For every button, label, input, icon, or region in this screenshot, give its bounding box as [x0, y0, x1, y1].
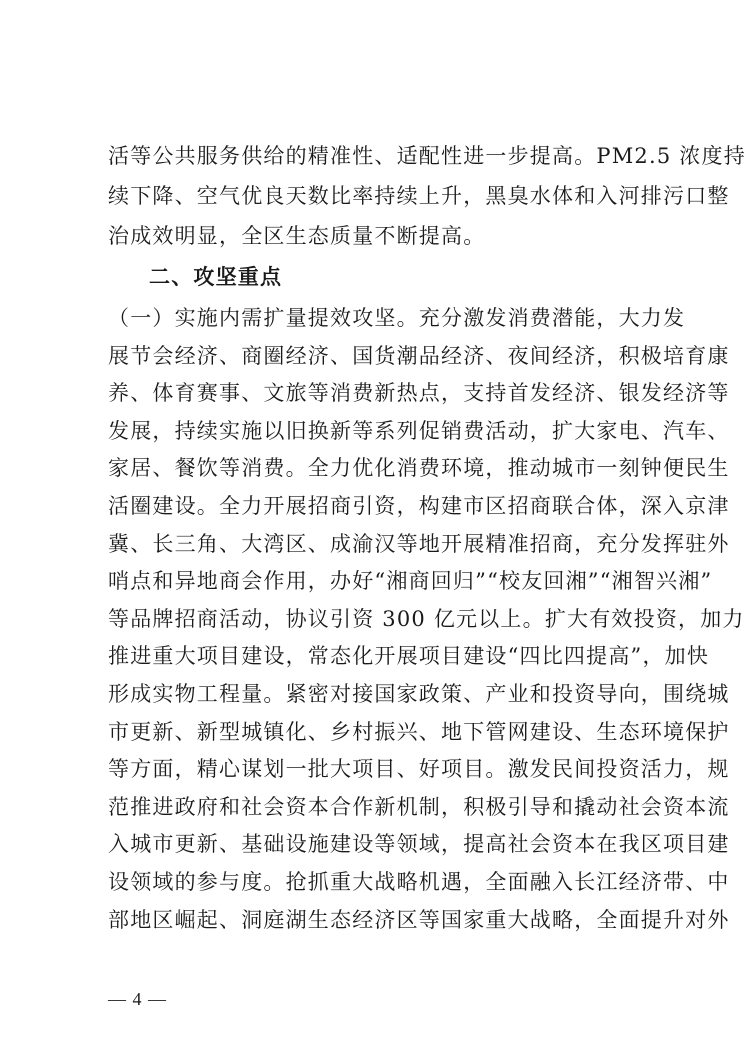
paragraph-line: 治成效明显，全区生态质量不断提高。 [108, 224, 486, 248]
paragraph-line: 等方面，精心谋划一批大项目、好项目。激发民间投资活力，规 [108, 757, 730, 781]
page-number: — 4 — [108, 989, 167, 1009]
paragraph-line: 部地区崛起、洞庭湖生态经济区等国家重大战略，全面提升对外 [108, 908, 730, 932]
paragraph-line: 活等公共服务供给的精准性、适配性进一步提高。PM2.5 浓度持 [108, 144, 746, 168]
paragraph-line: 展节会经济、商圈经济、国货潮品经济、夜间经济，积极培育康 [108, 344, 730, 368]
paragraph-line: 养、体育赛事、文旅等消费新热点，支持首发经济、银发经济等 [108, 381, 730, 405]
paragraph-line: （一）实施内需扩量提效攻坚。充分激发消费潜能，大力发 [108, 306, 686, 330]
paragraph-line: 发展，持续实施以旧换新等系列促销费活动，扩大家电、汽车、 [108, 419, 730, 443]
paragraph-line: 入城市更新、基础设施建设等领域，提高社会资本在我区项目建 [108, 832, 730, 856]
paragraph-line: 形成实物工程量。紧密对接国家政策、产业和投资导向，围绕城 [108, 682, 730, 706]
paragraph-line: 冀、长三角、大湾区、成渝汉等地开展精准招商，充分发挥驻外 [108, 532, 730, 556]
section-heading: 二、攻坚重点 [149, 265, 283, 289]
paragraph-line: 市更新、新型城镇化、乡村振兴、地下管网建设、生态环境保护 [108, 720, 730, 744]
paragraph-line: 推进重大项目建设，常态化开展项目建设“四比四提高”，加快 [108, 644, 710, 668]
paragraph-line: 哨点和异地商会作用，办好“湘商回归”“校友回湘”“湘智兴湘” [108, 569, 713, 593]
paragraph-line: 范推进政府和社会资本合作新机制，积极引导和撬动社会资本流 [108, 795, 730, 819]
paragraph-line: 设领域的参与度。抢抓重大战略机遇，全面融入长江经济带、中 [108, 870, 730, 894]
paragraph-line: 家居、餐饮等消费。全力优化消费环境，推动城市一刻钟便民生 [108, 456, 730, 480]
paragraph-line: 等品牌招商活动，协议引资 300 亿元以上。扩大有效投资，加力 [108, 607, 745, 631]
paragraph-line: 活圈建设。全力开展招商引资，构建市区招商联合体，深入京津 [108, 494, 730, 518]
paragraph-line: 续下降、空气优良天数比率持续上升，黑臭水体和入河排污口整 [108, 184, 730, 208]
